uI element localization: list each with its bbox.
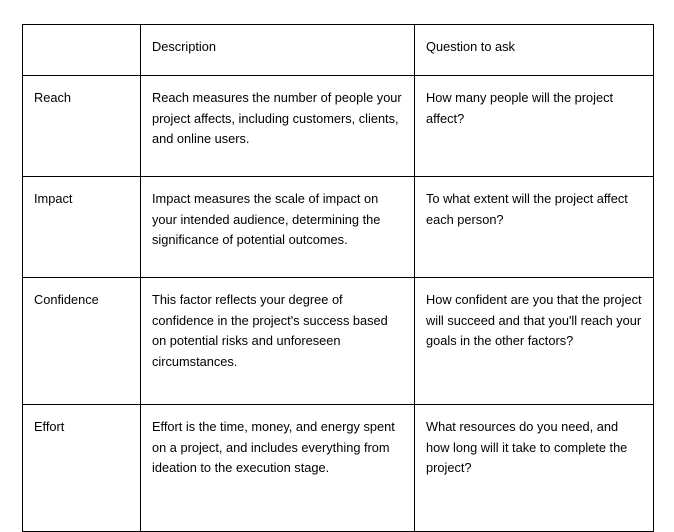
- table-row: [23, 278, 654, 405]
- column-header-question: Question to ask: [415, 25, 654, 76]
- table-header: [23, 25, 654, 76]
- row-question: How many people will the project affect?: [415, 76, 654, 177]
- table-body: [23, 76, 654, 532]
- row-factor-name: Reach: [23, 76, 141, 177]
- table-row: [23, 405, 654, 532]
- row-description: This factor reflects your degree of confidence in the project's success based on potential risks and unforeseen circumstances.: [141, 278, 415, 405]
- column-header-description: Description: [141, 25, 415, 76]
- rice-framework-table-wrapper: [22, 24, 653, 532]
- row-question: How confident are you that the project will succeed and that you'll reach your goals in the other factors?: [415, 278, 654, 405]
- row-description: Reach measures the number of people your project affects, including customers, clients, and online users.: [141, 76, 415, 177]
- table-row: [23, 76, 654, 177]
- row-question: To what extent will the project affect each person?: [415, 177, 654, 278]
- row-factor-name: Effort: [23, 405, 141, 532]
- column-header-factor: [23, 25, 141, 76]
- table-row: [23, 177, 654, 278]
- row-description: Effort is the time, money, and energy spent on a project, and includes everything from ideation to the execution stage.: [141, 405, 415, 532]
- row-description: Impact measures the scale of impact on your intended audience, determining the significance of potential outcomes.: [141, 177, 415, 278]
- rice-framework-table: [22, 24, 654, 532]
- row-factor-name: Confidence: [23, 278, 141, 405]
- table-header-row: [23, 25, 654, 76]
- row-question: What resources do you need, and how long will it take to complete the project?: [415, 405, 654, 532]
- row-factor-name: Impact: [23, 177, 141, 278]
